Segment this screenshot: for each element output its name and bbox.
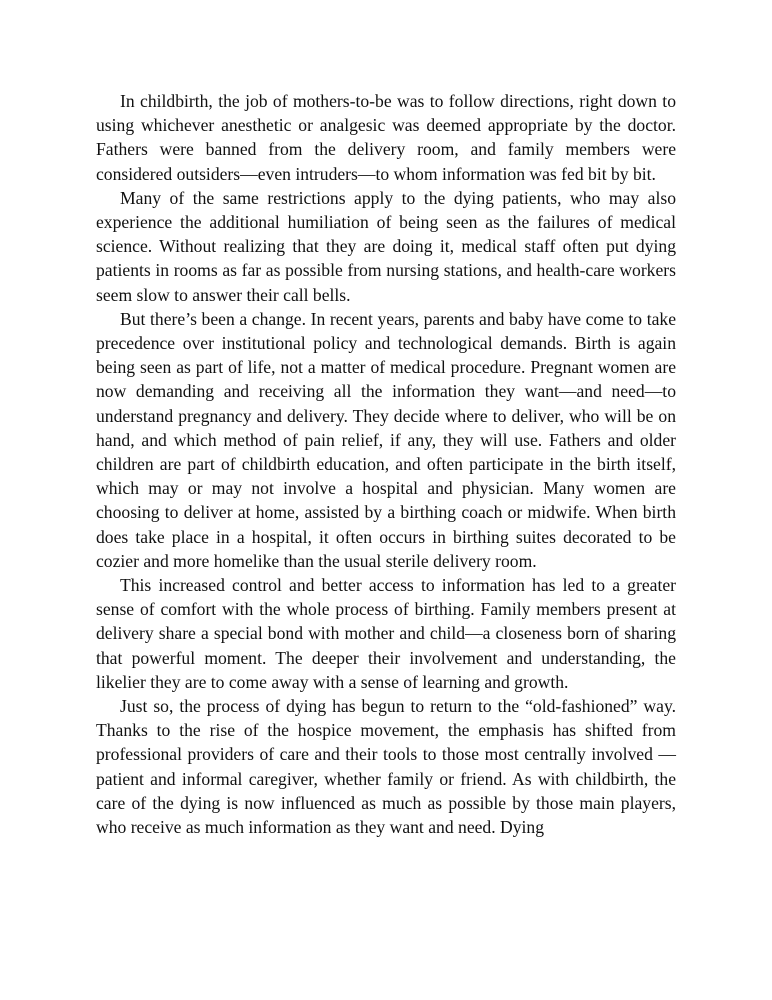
paragraph-dying-restrictions: Many of the same restrictions apply to the dying patients, who may also experience the additional humiliation of being seen as the failures of medical science. Without realizing that they are doing it, medical staff often put dying patients in rooms as far as possible from nursing stations, and health-care workers seem slow to answer their call bells. xyxy=(96,187,676,305)
paragraph-dying-return: Just so, the process of dying has begun to return to the “old-fashioned” way. Thanks to the rise of the hospice movement, the emphasis has shifted from professional providers of care and their tools to those most centrally involved —patient and informal caregiver, whether family or friend. As with childbirth, the care of the dying is now influenced as much as possible by those main players, who receive as much information as they want and need. Dying xyxy=(96,696,676,838)
paragraph-change: But there’s been a change. In recent years, parents and baby have come to take precedence over institutional policy and technological demands. Birth is again being seen as part of life, not a matter of medical procedure. Pregnant women are now demanding and receiving all the information they want—and need—to understand pregnancy and delivery. They decide where to deliver, who will be on hand, and which method of pain relief, if any, they will use. Fathers and older children are part of childbirth education, and often participate in the birth itself, which may or may not involve a hospital and physician. Many women are choosing to deliver at home, assisted by a birthing coach or midwife. When birth does take place in a hospital, it often occurs in birthing suites decorated to be cozier and more homelike than the usual sterile delivery room. xyxy=(96,308,676,571)
paragraph-childbirth-past: In childbirth, the job of mothers-to-be was to follow directions, right down to using whichever anesthetic or analgesic was deemed appropriate by the doctor. Fathers were banned from the delivery room, and family members were considered outsiders—even intruders—to whom information was fed bit by bit. xyxy=(96,91,676,184)
paragraph-control-access: This increased control and better access to information has led to a greater sense of comfort with the whole process of birthing. Family members present at delivery share a special bond with mother and child—a closeness born of sharing that powerful moment. The deeper their involvement and understanding, the likelier they are to come away with a sense of learning and growth. xyxy=(96,575,676,692)
document-page xyxy=(96,89,676,839)
